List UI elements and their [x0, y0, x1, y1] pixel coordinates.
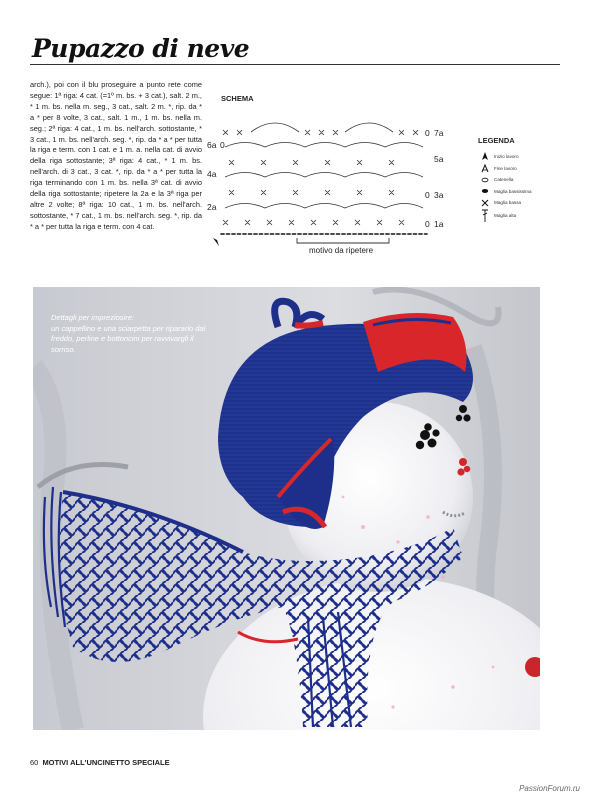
- caption-text: un cappellino e una sciarpetta per ripararlo dal freddo, perline e bottoncini per ravvivargli il sorriso.: [51, 323, 206, 354]
- single-crochet-cross-icon: [478, 199, 492, 207]
- chart-row-1a: [223, 220, 404, 225]
- row-zero-6a: 0: [220, 140, 225, 150]
- magazine-name: MOTIVI ALL'UNCINETTO SPECIALE: [42, 758, 170, 767]
- schema-title: SCHEMA: [221, 94, 254, 103]
- row-label-5a: 5a: [434, 154, 444, 164]
- legend-item-slip-stitch: Maglia bassissima: [478, 186, 568, 198]
- row-zero-3a: 0: [425, 190, 430, 200]
- row-zero-1a: 0: [425, 219, 430, 229]
- chart-row-7a: [223, 123, 418, 135]
- page-title: Pupazzo di neve: [32, 34, 250, 63]
- repeat-bracket: [297, 238, 389, 243]
- row-label-1a: 1a: [434, 219, 444, 229]
- caption-lead: Dettagli per impreziosire:: [51, 313, 134, 322]
- legend-item-single-crochet: Maglia bassa: [478, 197, 568, 209]
- instructions-text: arch.), poi con il blu proseguire a punto rete come segue: 1ª riga: 4 cat. (=1º m. bs. + 3 cat.), salt. 2 m., * 1 m. bs. nella m. seg., 3 cat., salt. 2 m. *, rip. da * a * per 8 volte, 3 cat., salt. 1 m., 1 m. bs. nella m. seg.; 2ª riga: 4 cat., 1 m. bs. nell'arch. sottostante, * 3 cat., 1 m. bs. nell'arch. seg. *, rip. da * a * per tutta la riga e term. con 1 cat. e 1 m. a. nella cat. di avvio della riga sottostante; 3ª riga: 4 cat., * 1 m. bs. nell'arch. di 3 cat., 3 cat. *, rip. da * a * per tutta la riga terminando con 1 m. bs. nella 3ª cat. di avvio della riga sottostante; ripetere la 2a e la 3ª riga per altre 2 volte; 8ª riga: 10 cat., 1 m. bs. nell'arch. sottostante, * 7 cat., 1 m. bs. nell'arch. seg. *, rip. da * a * per tutta la riga e term. con 4 cat.: [30, 80, 202, 231]
- page-number: 60: [30, 758, 39, 767]
- treble-crochet-icon: [478, 209, 492, 222]
- end-caret-icon: [478, 164, 492, 173]
- chart-row-2a: [225, 204, 423, 209]
- chart-row-4a: [225, 173, 423, 178]
- photo-caption: [51, 313, 211, 355]
- chart-row-3a: [229, 190, 394, 195]
- watermark: PassionForum.ru: [519, 784, 580, 793]
- title-divider: [30, 64, 560, 65]
- start-arrow-icon: [478, 152, 492, 161]
- chart-row-6a: [225, 143, 423, 148]
- legend: [478, 136, 568, 223]
- legend-title: LEGENDA: [478, 136, 515, 145]
- row-label-4a: 4a: [207, 169, 217, 179]
- chart-row-5a: [229, 160, 394, 165]
- page-footer: [30, 758, 170, 767]
- row-zero-7a: 0: [425, 128, 430, 138]
- start-arrow-icon: [213, 238, 219, 246]
- legend-item-treble: Maglia alta: [478, 209, 568, 223]
- legend-item-start: Inizio lavoro: [478, 151, 568, 163]
- crochet-chart: [205, 110, 455, 258]
- row-label-2a: 2a: [207, 202, 217, 212]
- row-label-7a: 7a: [434, 128, 444, 138]
- legend-item-end: Fine lavoro: [478, 163, 568, 175]
- chain-oval-icon: [478, 177, 492, 183]
- legend-item-chain: Catenella: [478, 174, 568, 186]
- row-label-6a: 6a: [207, 140, 217, 150]
- slip-stitch-icon: [478, 188, 492, 194]
- row-label-3a: 3a: [434, 190, 444, 200]
- repeat-label: motivo da ripetere: [309, 246, 374, 255]
